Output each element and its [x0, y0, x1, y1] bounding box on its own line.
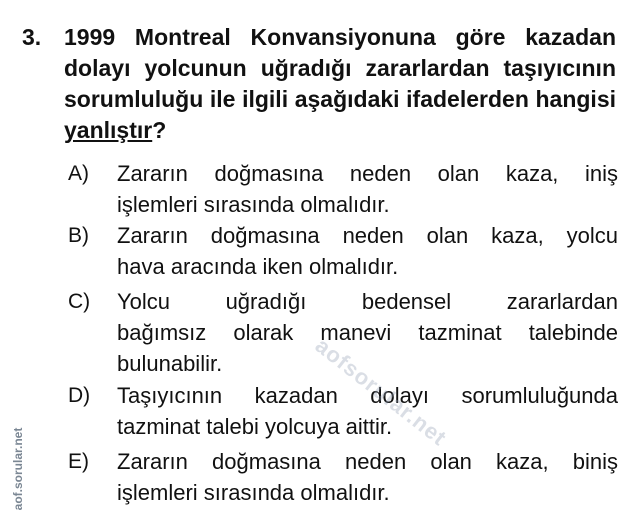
- option-a-text: [117, 158, 618, 220]
- option-e-line-1: Zararın doğmasına neden olan kaza, biniş: [117, 449, 618, 474]
- option-b-letter: B): [68, 224, 89, 247]
- option-e-text: [117, 446, 618, 508]
- option-a[interactable]: [68, 158, 618, 220]
- option-d-line-2: tazminat talebi yolcuya aittir.: [117, 414, 393, 439]
- option-c-line-3: bulunabilir.: [117, 351, 223, 376]
- option-e-letter: E): [68, 450, 89, 473]
- question-stem-text: 1999 Montreal Konvansiyonuna göre kazadan dolayı yolcunun uğradığı zararlardan taşıyıcının sorumluluğu ile ilgili aşağıdaki ifadelerden hangisi: [64, 24, 616, 112]
- question-emphasis: yanlıştır: [64, 117, 153, 143]
- option-d[interactable]: [68, 380, 618, 446]
- question-stem-end: ?: [152, 117, 167, 143]
- side-watermark: aof.sorular.net: [11, 427, 25, 511]
- diagonal-watermark: aofsorular.net: [310, 332, 452, 451]
- option-e[interactable]: [68, 446, 618, 508]
- option-b-line-2: hava aracında iken olmalıdır.: [117, 254, 399, 279]
- option-c-line-1: Yolcu uğradığı bedensel zararlardan: [117, 289, 618, 314]
- question-number: 3.: [22, 24, 42, 50]
- option-b-line-1: Zararın doğmasına neden olan kaza, yolcu: [117, 223, 618, 248]
- option-d-letter: D): [68, 384, 91, 407]
- option-a-letter: A): [68, 162, 89, 185]
- answer-options: [68, 158, 618, 508]
- option-e-line-2: işlemleri sırasında olmalıdır.: [117, 480, 390, 505]
- option-c-line-2: bağımsız olarak manevi tazminat talebinde: [117, 320, 618, 345]
- option-b-text: [117, 220, 618, 282]
- option-c-letter: C): [68, 290, 91, 313]
- option-a-line-2: işlemleri sırasında olmalıdır.: [117, 192, 390, 217]
- option-b[interactable]: [68, 220, 618, 286]
- option-a-line-1: Zararın doğmasına neden olan kaza, iniş: [117, 161, 618, 186]
- option-d-line-1: Taşıyıcının kazadan dolayı sorumluluğunda: [117, 383, 618, 408]
- question-stem: [64, 22, 616, 146]
